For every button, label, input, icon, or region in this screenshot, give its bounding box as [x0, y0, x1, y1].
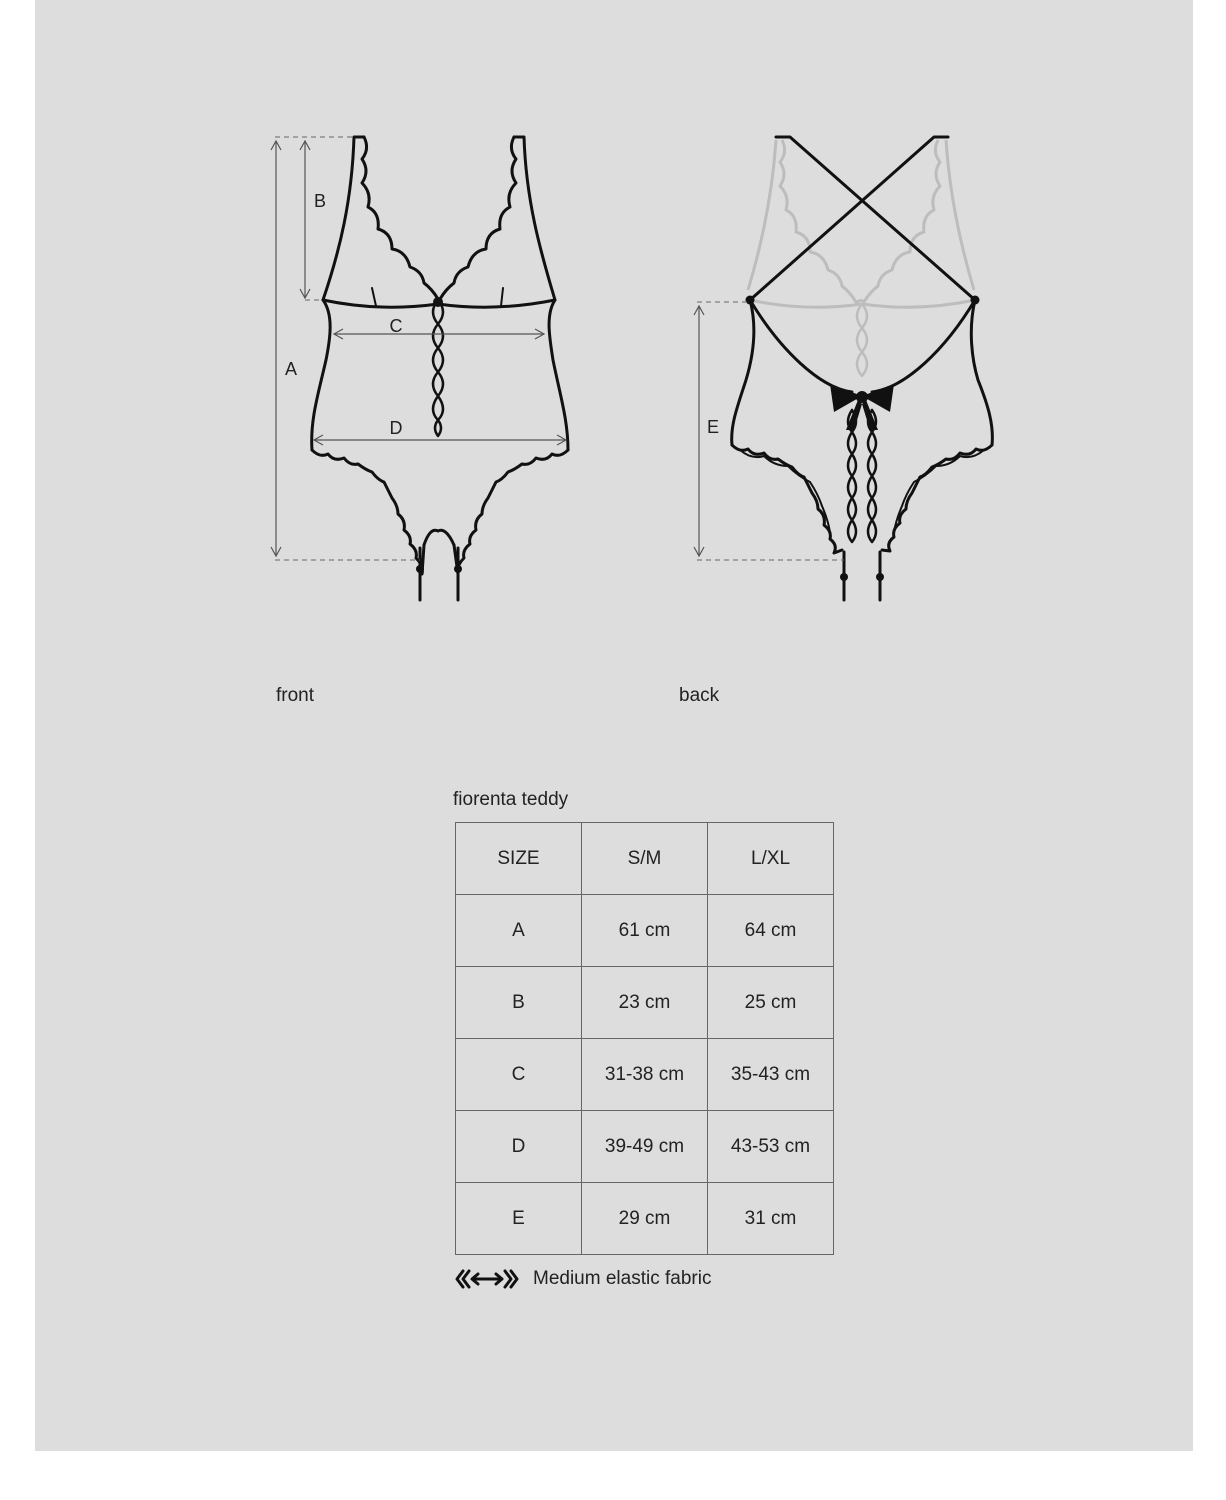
header-cell: L/XL [708, 823, 834, 895]
table-cell: 35-43 cm [708, 1039, 834, 1111]
table-cell: E [456, 1183, 582, 1255]
fabric-note [455, 1266, 711, 1292]
elastic-arrows-icon [455, 1268, 519, 1290]
header-cell: S/M [582, 823, 708, 895]
table-row [456, 1039, 834, 1111]
back-view-label: back [679, 685, 720, 706]
size-table [455, 822, 834, 1255]
table-cell: 39-49 cm [582, 1111, 708, 1183]
front-view-label: front [276, 685, 315, 706]
back-ghost-outline [748, 140, 975, 376]
dimension-label-d: D [389, 418, 403, 438]
dimension-label-a: A [284, 359, 298, 379]
dimension-label-e: E [706, 417, 720, 437]
table-cell: 61 cm [582, 895, 708, 967]
header-cell: SIZE [456, 823, 582, 895]
back-dimension-lines [697, 302, 844, 560]
table-header-row [456, 823, 834, 895]
table-cell: B [456, 967, 582, 1039]
product-name: fiorenta teddy [453, 789, 569, 810]
table-cell: C [456, 1039, 582, 1111]
fabric-label: Medium elastic fabric [533, 1268, 712, 1289]
bow-icon [830, 384, 894, 430]
table-row [456, 1183, 834, 1255]
dimension-label-c: C [389, 316, 403, 336]
back-clasps [746, 296, 980, 582]
table-cell: 43-53 cm [708, 1111, 834, 1183]
table-cell: 23 cm [582, 967, 708, 1039]
table-row [456, 1111, 834, 1183]
table-row [456, 895, 834, 967]
table-cell: D [456, 1111, 582, 1183]
table-cell: 64 cm [708, 895, 834, 967]
table-cell: 25 cm [708, 967, 834, 1039]
table-cell: 31-38 cm [582, 1039, 708, 1111]
front-teddy-drawing [312, 137, 568, 600]
dimension-label-b: B [313, 191, 327, 211]
table-cell: 31 cm [708, 1183, 834, 1255]
table-cell: 29 cm [582, 1183, 708, 1255]
table-row [456, 967, 834, 1039]
table-cell: A [456, 895, 582, 967]
